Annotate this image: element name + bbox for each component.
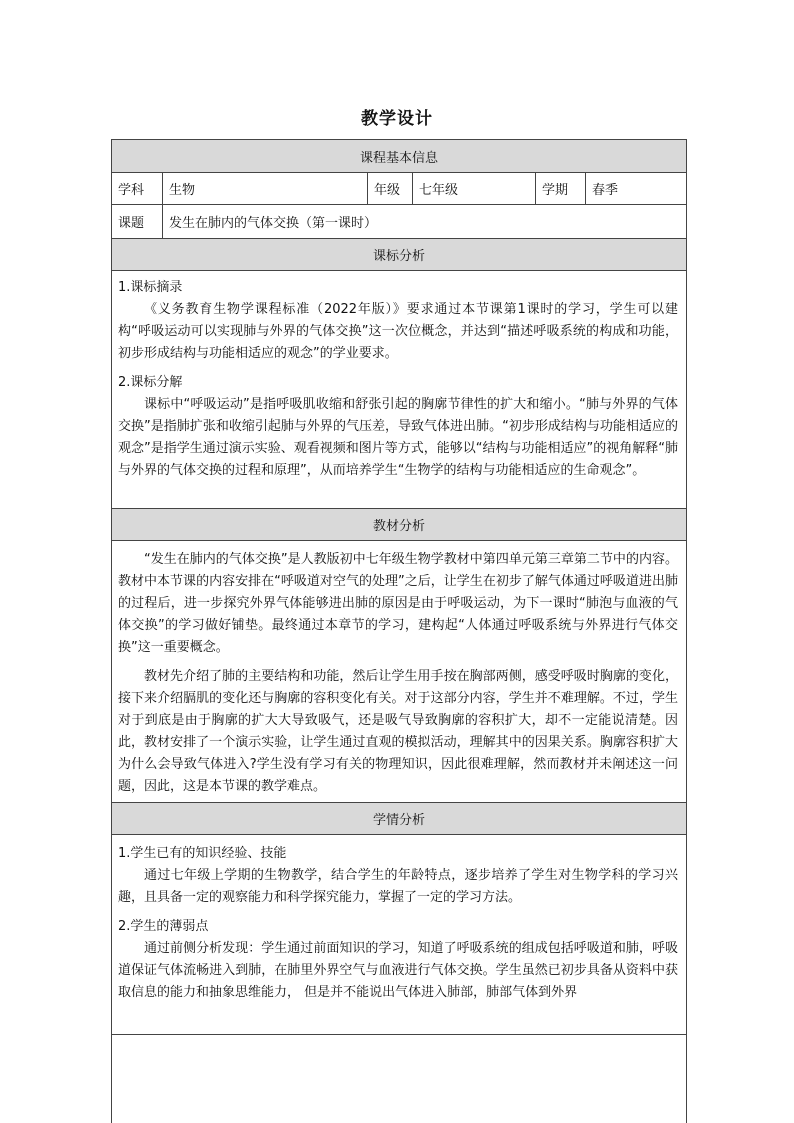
document-title: 教学设计 xyxy=(361,109,433,129)
learners-section xyxy=(112,835,686,1035)
standards-sub1: 1.课标摘录 xyxy=(118,280,183,295)
textbook-section xyxy=(112,541,686,803)
learners-paragraph-1: 通过七年级上学期的生物教学，结合学生的年龄特点，逐步培养了学生对生物学科的学习兴趣，且具备一定的观察能力和科学探究能力，掌握了一定的学习方法。 xyxy=(118,868,678,905)
lesson-plan-table xyxy=(111,139,687,1123)
standards-header: 课标分析 xyxy=(112,239,686,271)
standards-paragraph-2: 课标中“呼吸运动”是指呼吸肌收缩和舒张引起的胸廓节律性的扩大和缩小。“肺与外界的气体交换”是指肺扩张和收缩引起肺与外界的气压差，导致气体进出肺。“初步形成结构与功能相适应的观念”是指学生通过演示实验、观看视频和图片等方式，能够以“结构与功能相适应”的视角解释“肺与外界的气体交换的过程和原理”，从而培养学生“生物学的结构与功能相适应的生命观念”。 xyxy=(118,397,678,478)
topic-value: 发生在肺内的气体交换（第一课时） xyxy=(169,216,378,231)
learners-paragraph-2: 通过前侧分析发现：学生通过前面知识的学习，知道了呼吸系统的组成包括呼吸道和肺，呼吸道保证气体流畅进入到肺，在肺里外界空气与血液进行气体交换。学生虽然已初步具备从资料中获取信息的能力和抽象思维能力， 但是并不能说出气体进入肺部，肺部气体到外界 xyxy=(118,941,678,1000)
textbook-header: 教材分析 xyxy=(112,509,686,541)
learners-header: 学情分析 xyxy=(112,803,686,835)
grade-value: 七年级 xyxy=(413,173,536,204)
topic-label: 课题 xyxy=(112,205,163,238)
standards-section xyxy=(112,271,686,509)
standards-sub2: 2.课标分解 xyxy=(118,375,183,390)
learners-sub2: 2.学生的薄弱点 xyxy=(118,919,209,934)
topic-row xyxy=(112,205,686,239)
term-label: 学期 xyxy=(536,173,586,204)
term-value: 春季 xyxy=(592,183,619,198)
standards-paragraph-1: 《义务教育生物学课程标准（2022年版）》要求通过本节课第1课时的学习，学生可以建构“呼吸运动可以实现肺与外界的气体交换”这一次位概念，并达到“描述呼吸系统的构成和功能，初步形成结构与功能相适应的观念”的学业要求。 xyxy=(118,302,678,361)
textbook-paragraph-1: “发生在肺内的气体交换”是人教版初中七年级生物学教材中第四单元第三章第二节中的内容。教材中本节课的内容安排在“呼吸道对空气的处理”之后，让学生在初步了解气体通过呼吸道进出肺的过程后，进一步探究外界气体能够进出肺的原因是由于呼吸运动，为下一课时“肺泡与血液的气体交换”的学习做好铺垫。最终通过本章节的学习，建构起“人体通过呼吸系统与外界进行气体交换”这一重要概念。 xyxy=(118,552,678,655)
basic-info-header: 课程基本信息 xyxy=(112,140,686,173)
textbook-paragraph-2: 教材先介绍了肺的主要结构和功能，然后让学生用手按在胸部两侧，感受呼吸时胸廓的变化，接下来介绍膈肌的变化还与胸廓的容积变化有关。对于这部分内容，学生并不难理解。不过，学生对于到底是由于胸廓的扩大大导致吸气，还是吸气导致胸廓的容积扩大，却不一定能说清楚。因此，教材安排了一个演示实验，让学生通过直观的模拟活动，理解其中的因果关系。胸廓容积扩大为什么会导致气体进入?学生没有学习有关的物理知识，因此很难理解，然而教材并未阐述这一问题，因此，这是本节课的教学难点。 xyxy=(118,669,678,794)
learners-sub1: 1.学生已有的知识经验、技能 xyxy=(118,846,287,861)
basic-info-row xyxy=(112,173,686,205)
grade-label: 年级 xyxy=(368,173,413,204)
subject-label: 学科 xyxy=(112,173,163,204)
subject-value: 生物 xyxy=(163,173,368,204)
